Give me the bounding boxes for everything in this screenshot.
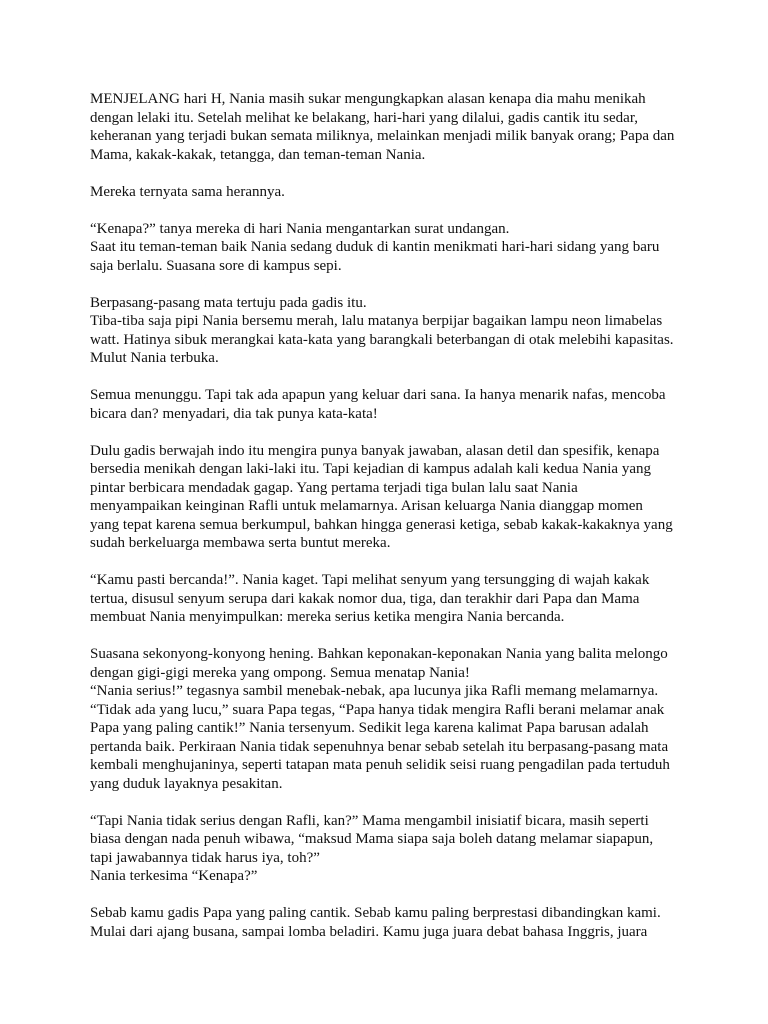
- text-line: MENJELANG hari H, Nania masih sukar mengungkapkan alasan kenapa dia mahu menikah: [90, 91, 646, 107]
- text-line: tertua, disusul senyum serupa dari kakak nomor dua, tiga, dan terakhir dari Papa dan Mama: [90, 590, 640, 607]
- paragraph: [90, 220, 690, 276]
- document-page: [90, 90, 690, 960]
- paragraph: [90, 183, 690, 202]
- text-line: tapi jawabannya tidak harus iya, toh?”: [90, 849, 320, 866]
- paragraph: [90, 386, 690, 423]
- text-line: pintar berbicara mendadak gagap. Yang pertama terjadi tiga bulan lalu saat Nania: [90, 479, 578, 496]
- text-line: Mulut Nania terbuka.: [90, 350, 219, 366]
- text-line: membuat Nania menyimpulkan: mereka serius ketika mengira Nania bercanda.: [90, 609, 565, 625]
- text-line: “Nania serius!” tegasnya sambil menebak-nebak, apa lucunya jika Rafli memang melamarnya.: [90, 683, 659, 699]
- text-line: bersedia menikah dengan laki-laki itu. Tapi kejadian di kampus adalah kali kedua Nania yang: [90, 461, 651, 477]
- text-line: “Tidak ada yang lucu,” suara Papa tegas, “Papa hanya tidak mengira Rafli berani melamar anak: [90, 701, 665, 718]
- text-line: “Kamu pasti bercanda!”. Nania kaget. Tapi melihat senyum yang tersungging di wajah kakak: [90, 572, 650, 588]
- text-line: sudah berkeluarga membawa serta buntut mereka.: [90, 535, 391, 551]
- text-line: Saat itu teman-teman baik Nania sedang duduk di kantin menikmati hari-hari sidang yang baru: [90, 239, 660, 255]
- text-line: bicara dan? menyadari, dia tak punya kata-kata!: [90, 405, 378, 422]
- paragraph: [90, 645, 690, 793]
- paragraph: [90, 812, 690, 886]
- text-line: kembali menghujaninya, seperti tatapan mata penuh selidik seisi ruang pengadilan pada tertuduh: [90, 757, 670, 773]
- text-line: “Kenapa?” tanya mereka di hari Nania mengantarkan surat undangan.: [90, 220, 510, 237]
- paragraph: [90, 904, 690, 941]
- text-line: Dulu gadis berwajah indo itu mengira punya banyak jawaban, alasan detil dan spesifik, kenapa: [90, 442, 660, 459]
- text-line: watt. Hatinya sibuk merangkai kata-kata yang barangkali beterbangan di otak melebihi kapasitas.: [90, 331, 674, 348]
- text-line: Mereka ternyata sama herannya.: [90, 183, 285, 200]
- paragraph: [90, 294, 690, 368]
- text-line: Berpasang-pasang mata tertuju pada gadis itu.: [90, 294, 367, 311]
- text-line: Sebab kamu gadis Papa yang paling cantik. Sebab kamu paling berprestasi dibandingkan kami.: [90, 905, 661, 921]
- text-line: Mama, kakak-kakak, tetangga, dan teman-teman Nania.: [90, 146, 426, 163]
- text-line: yang duduk layaknya pesakitan.: [90, 775, 283, 792]
- text-line: Mulai dari ajang busana, sampai lomba beladiri. Kamu juga juara debat bahasa Inggris, juara: [90, 923, 648, 940]
- text-line: “Tapi Nania tidak serius dengan Rafli, kan?” Mama mengambil inisiatif bicara, masih seperti: [90, 812, 649, 829]
- text-line: dengan lelaki itu. Setelah melihat ke belakang, hari-hari yang dilalui, gadis cantik itu sedar,: [90, 109, 638, 126]
- text-line: yang tepat karena semua berkumpul, bahkan hingga generasi ketiga, sebab kakak-kakaknya yang: [90, 516, 673, 533]
- text-line: Semua menunggu. Tapi tak ada apapun yang keluar dari sana. Ia hanya menarik nafas, mencoba: [90, 387, 666, 403]
- text-line: Papa yang paling cantik!” Nania tersenyum. Sedikit lega karena kalimat Papa barusan adalah: [90, 720, 649, 736]
- text-line: pertanda baik. Perkiraan Nania tidak sepenuhnya benar sebab setelah itu berpasang-pasang mata: [90, 738, 669, 755]
- text-line: biasa dengan nada penuh wibawa, “maksud Mama siapa saja boleh datang melamar siapapun,: [90, 831, 654, 847]
- text-line: saja berlalu. Suasana sore di kampus sepi.: [90, 257, 342, 274]
- paragraph: [90, 90, 690, 164]
- text-line: dengan gigi-gigi mereka yang ompong. Semua menatap Nania!: [90, 664, 470, 681]
- text-line: Nania terkesima “Kenapa?”: [90, 868, 258, 884]
- text-line: Tiba-tiba saja pipi Nania bersemu merah, lalu matanya berpijar bagaikan lampu neon limabelas: [90, 313, 663, 329]
- paragraph: [90, 442, 690, 553]
- paragraph: [90, 571, 690, 627]
- text-line: Suasana sekonyong-konyong hening. Bahkan keponakan-keponakan Nania yang balita melongo: [90, 646, 668, 662]
- text-line: keheranan yang terjadi bukan semata miliknya, melainkan menjadi milik banyak orang; Papa dan: [90, 128, 675, 144]
- text-line: menyampaikan keinginan Rafli untuk melamarnya. Arisan keluarga Nania dianggap momen: [90, 498, 643, 514]
